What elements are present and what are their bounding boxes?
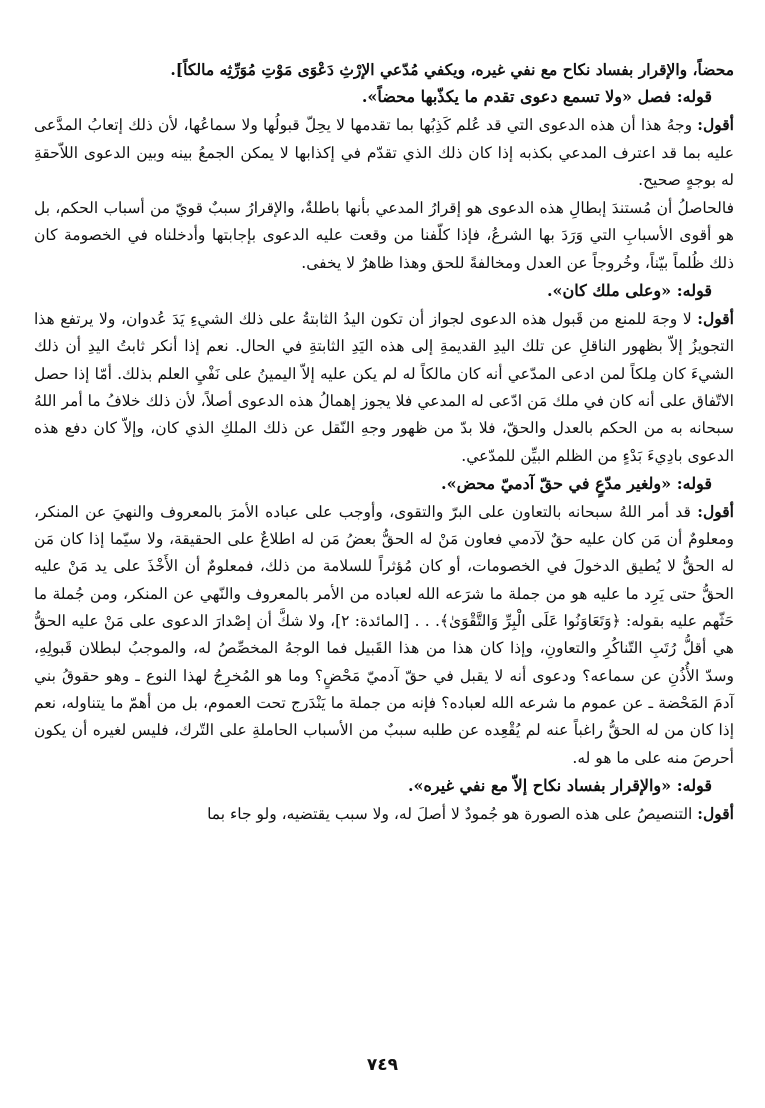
- paragraph-text: فالحاصلُ أن مُستندَ إبطالِ هذه الدعوى هو إقرارُ المدعي بأنها باطلةٌ، والإقرارُ سببٌ قويّ من أسباب الحكم، بل هو أقوى الأسبابِ التي وَرَدَ بها الشرعُ، فإذا كلّفنا من وقعت عليه الدعوى بإجابتها وأدخلناه في الخصومة كان ذلك ظُلماً بيّناً، وخُروجاً عن العدل ومخالفةً للحق وهذا ظاهرٌ لا يخفى.: [34, 199, 734, 272]
- opening-paragraph: محضاً، والإقرار بفساد نكاح مع نفي غيره، ويكفي مُدّعي الإرْثِ دَعْوَى مَوْتِ مُوَرِّثِه مالكاً].: [170, 60, 734, 79]
- section-heading: قوله: «والإقرار بفساد نكاح إلاّ مع نفي غيره».: [407, 775, 712, 795]
- section-heading: قوله: «ولغير مدّعٍ في حقّ آدميّ محض».: [441, 473, 712, 493]
- page-number: ٧٤٩: [366, 1055, 399, 1075]
- paragraph-text: التنصيصُ على هذه الصورة هو جُمودٌ لا أصلَ له، ولا سبب يقتضيه، ولو جاء بما: [207, 804, 698, 823]
- paragraph-text: وجهُ هذا أن هذه الدعوى التي قد عُلم كَذِبُها بما تقدمها لا يحِلّ قبولُها ولا سماعُها، لأن ذلك إتعابُ المدَّعى عليه بما قد اعترف المدعي بكذبه إذا كان ذلك الذي تقدّم في إكذابها لا يمكن الجمعُ بينه وبين الدعوى اللاّحقةِ له بوجهٍ صحيح.: [34, 116, 734, 189]
- paragraph-text: قد أمر اللهُ سبحانه بالتعاون على البرّ والتقوى، وأوجب على عباده الأمرَ بالمعروف والنهيَ عن المنكر، ومعلومٌ أن مَن كان عليه حقٌ لآدمي فعاون مَنْ له الحقُّ بعضُ مَن له اطلاعٌ على الحقيقة، ولا سيّما إذا كان مَن له الحقُّ لا يُطيق الدخولَ في الخصومات، أو كان مُؤثراً للسلامة من ذلك، فمعلومٌ أن الأَخْذَ على يد مَنْ عليه الحقُّ حتى يَرِد ما عليه هو من جملة ما شرَعه الله لعباده من الأمر بالمعروف والنّهي عن المنكر، ومن جُملة ما حَثّهم عليه بقوله: ﴿وَتَعَاوَنُوا عَلَى الْبِرِّ وَالتَّقْوَىٰ﴾. . . [المائدة: ٢]، ولا شكَّ أن إصْدارَ الدعوى على مَنْ عليه الحقُّ هي أقلُّ رُتَبِ التّناكُرِ والتعاونِ، وإذا كان هذا من هذا القَبيل فما الوجهُ المخصِّصُ له، والموجبُ لبطلان قَبولِهِ، وسدّ الأُذُنِ عن سماعه؟ ودعوى أنه لا يقبل في حقّ آدميّ مَحْضٍ؟ وما هو المُخرِجُ لهذا النوع ـ وهو حقوقُ بني آدمَ المَحْضة ـ عن عموم ما شرعه الله لعباده؟ فإنه من جملة ما يَنْدَرج تحت العموم، بل من أهمّ ما يتناوله، نعم إذا كان من له الحقُّ راغباً عنه لم يُقْعِده عن طلبه سببٌ من الأسباب الحاملةِ على التّرك، فليس لغيره أن يكون أحرصَ منه على ما هو له.: [34, 502, 734, 767]
- paragraph-lead: أقول:: [697, 115, 734, 135]
- paragraph: [34, 111, 734, 194]
- paragraph-lead: أقول:: [697, 803, 734, 823]
- section-heading: قوله: «وعلى ملك كان».: [546, 281, 712, 301]
- paragraph: [34, 800, 734, 828]
- page-body: [34, 56, 734, 828]
- paragraph: [34, 498, 734, 772]
- section-heading: قوله: فصل «ولا تسمع دعوى تقدم ما يكذّبها محضاً».: [361, 87, 712, 107]
- paragraph: [34, 305, 734, 470]
- paragraph-text: لا وجهَ للمنع من قَبول هذه الدعوى لجواز أن تكون اليدُ الثابتةُ على ذلك الشيءِ يَدَ عُدوان، ولا يرتفع هذا التجويزُ إلاّ بظهور الناقلِ عن تلك اليدِ القديمةِ إلى هذه اليَدِ الثابتةِ في الحال. نعم إذا أنكر ثابتُ اليدِ أن ذلك الشيءَ كان مِلكاً لمن ادعى المدّعي أنه كان مالكاً له لم يكن عليه إلاّ اليمينُ على نَفْيِ العلم بذلك. أمّا إذا حصل الاتّفاق على أنه كان في ملك مَن ادّعى له المدعي فلا يجوز إهمالُ هذه الدعوى أصلاً، لأن ذلك خلافُ ما أمر اللهُ سبحانه به من الحكم بالعدل والحقّ، فلا بدّ من ظهور وجهِ النّقل عن ذلك الملكِ الذي كان، وإلاّ كان دفع هذه الدعوى بادِيءَ بَدْءٍ من الظلم البيِّن للمدّعي.: [34, 310, 734, 465]
- paragraph-lead: أقول:: [697, 309, 734, 329]
- paragraph: [34, 194, 734, 277]
- paragraph-lead: أقول:: [697, 501, 734, 521]
